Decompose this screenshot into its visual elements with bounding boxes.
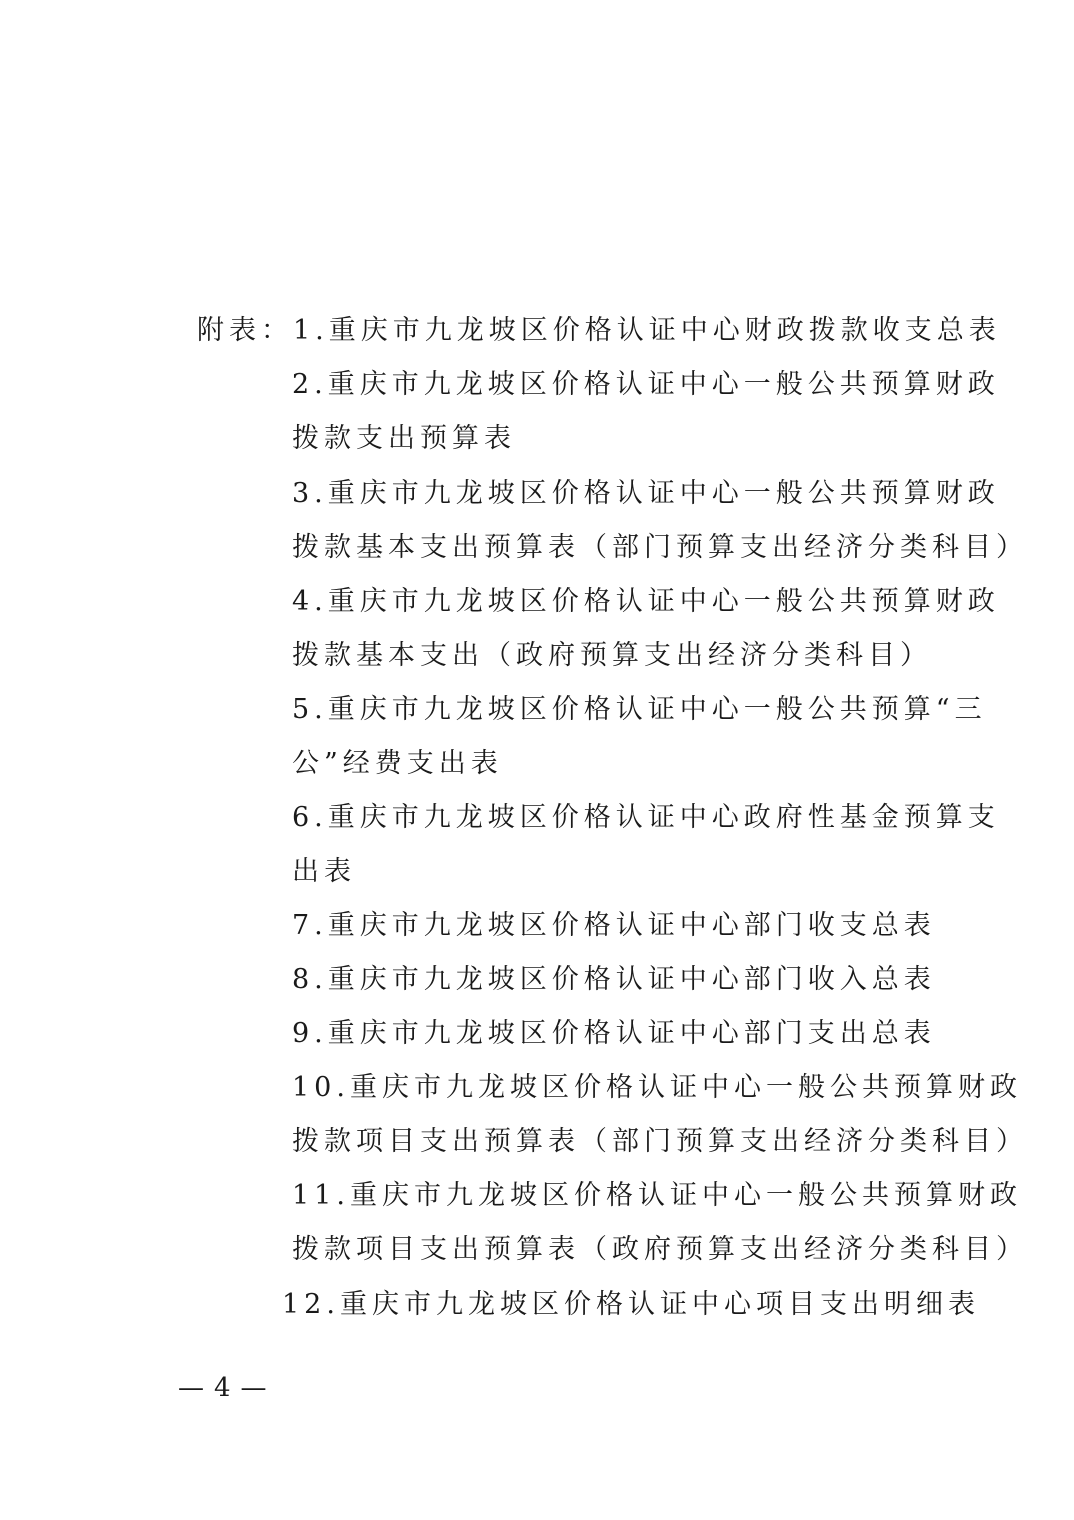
attachment-item-10: 10.重庆市九龙坡区价格认证中心一般公共预算财政 — [292, 1072, 1022, 1103]
attachment-item-12: 12.重庆市九龙坡区价格认证中心项目支出明细表 — [282, 1289, 980, 1320]
attachment-item-4-cont: 拨款基本支出（政府预算支出经济分类科目） — [292, 640, 932, 671]
attachment-item-7: 7.重庆市九龙坡区价格认证中心部门收支总表 — [292, 910, 936, 941]
attachment-item-4: 4.重庆市九龙坡区价格认证中心一般公共预算财政 — [292, 586, 1000, 617]
attachment-item-1: 1.重庆市九龙坡区价格认证中心财政拨款收支总表 — [293, 315, 1001, 346]
attachment-item-8: 8.重庆市九龙坡区价格认证中心部门收入总表 — [292, 964, 936, 995]
attachment-item-2: 2.重庆市九龙坡区价格认证中心一般公共预算财政 — [292, 369, 1000, 400]
attachment-item-6-cont: 出表 — [292, 856, 356, 887]
attachments-prefix: 附表： — [197, 315, 293, 346]
attachment-item-5: 5.重庆市九龙坡区价格认证中心一般公共预算“三 — [292, 694, 987, 725]
attachment-item-6: 6.重庆市九龙坡区价格认证中心政府性基金预算支 — [292, 802, 1000, 833]
attachment-item-2-cont: 拨款支出预算表 — [292, 423, 516, 454]
attachment-item-9: 9.重庆市九龙坡区价格认证中心部门支出总表 — [292, 1018, 936, 1049]
attachment-item-11-cont: 拨款项目支出预算表（政府预算支出经济分类科目） — [292, 1234, 1028, 1265]
page-number: 4 — [214, 1373, 231, 1403]
page-footer — [178, 1368, 267, 1408]
footer-dash-right: — — [240, 1373, 267, 1403]
attachment-item-10-cont: 拨款项目支出预算表（部门预算支出经济分类科目） — [292, 1126, 1028, 1157]
footer-dash-left: — — [178, 1373, 204, 1403]
attachment-item-11: 11.重庆市九龙坡区价格认证中心一般公共预算财政 — [292, 1180, 1022, 1211]
attachment-item-5-cont: 公”经费支出表 — [292, 748, 503, 779]
attachment-item-3: 3.重庆市九龙坡区价格认证中心一般公共预算财政 — [292, 478, 1000, 509]
attachment-item-3-cont: 拨款基本支出预算表（部门预算支出经济分类科目） — [292, 532, 1028, 563]
attachment-line-1 — [197, 311, 1001, 351]
